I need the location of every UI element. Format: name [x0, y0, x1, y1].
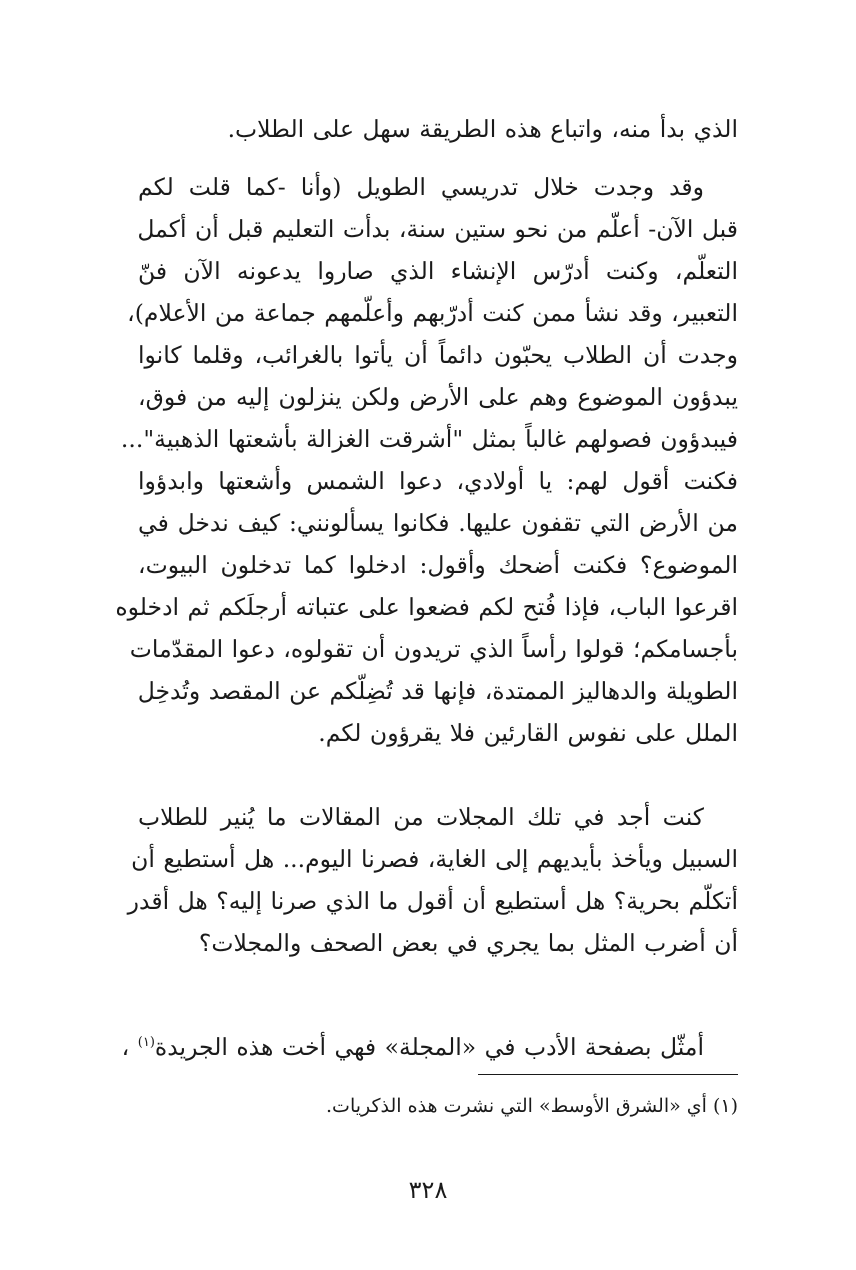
paragraph-literature-page [121, 1026, 738, 1068]
text-line: بأجسامكم؛ قولوا رأساً الذي تريدون أن تقولوه، دعوا المقدّمات [129, 635, 738, 663]
text-line: الموضوع؟ فكنت أضحك وأقول: ادخلوا كما تدخلون البيوت، [138, 551, 738, 579]
text-line: كنت أجد في تلك المجلات من المقالات ما يُنير للطلاب [138, 803, 704, 831]
paragraph-continuation [138, 108, 738, 150]
trailing-comma: ، [121, 1033, 130, 1061]
text-line: وقد وجدت خلال تدريسي الطويل (وأنا -كما قلت لكم [138, 173, 704, 201]
text-line: فيبدؤون فصولهم غالباً بمثل "أشرقت الغزالة بأشعتها الذهبية"... [120, 425, 738, 453]
text-line: من الأرض التي تقفون عليها. فكانوا يسألونني: كيف ندخل في [138, 509, 738, 537]
text-line [121, 1026, 738, 1068]
paragraph-teaching-experience [115, 166, 738, 754]
text-line: الطويلة والدهاليز الممتدة، فإنها قد تُضِلّكم عن المقصد وتُدخِل [137, 677, 738, 705]
text-line: التعبير، وقد نشأ ممن كنت أدرّبهم وأعلّمهم جماعة من الأعلام)، [127, 299, 738, 327]
text-line: التعلّم، وكنت أدرّس الإنشاء الذي صاروا يدعونه الآن فنّ [138, 257, 738, 285]
text-line: يبدؤون الموضوع وهم على الأرض ولكن ينزلون إليه من فوق، [138, 383, 738, 411]
text-line: أتكلّم بحرية؟ هل أستطيع أن أقول ما الذي صرنا إليه؟ هل أقدر [127, 887, 738, 915]
text-line: السبيل ويأخذ بأيديهم إلى الغاية، فصرنا اليوم... هل أستطيع أن [131, 845, 738, 873]
text-line: قبل الآن- أعلّم من نحو ستين سنة، بدأت التعليم قبل أن أكمل [137, 215, 738, 243]
text-line: أن أضرب المثل بما يجري في بعض الصحف والمجلات؟ [198, 929, 738, 957]
text-line: وجدت أن الطلاب يحبّون دائماً أن يأتوا بالغرائب، وقلما كانوا [138, 341, 738, 369]
footnote-reference[interactable]: (١) [137, 1035, 155, 1051]
footnote: (١) أي «الشرق الأوسط» التي نشرت هذه الذكريات. [326, 1095, 738, 1117]
text-line: الذي بدأ منه، واتباع هذه الطريقة سهل على الطلاب. [227, 115, 738, 143]
text-line: فكنت أقول لهم: يا أولادي، دعوا الشمس وأشعتها وابدؤوا [138, 467, 738, 495]
text-line: الملل على نفوس القارئين فلا يقرؤون لكم. [318, 719, 738, 747]
paragraph-magazines [127, 796, 738, 964]
footnote-separator [478, 1074, 738, 1075]
page-number: ٣٢٨ [408, 1176, 448, 1204]
text-line: اقرعوا الباب، فإذا فُتح لكم فضعوا على عتباته أرجلَكم ثم ادخلوه [115, 593, 738, 621]
line-text: أمثّل بصفحة الأدب في «المجلة» فهي أخت هذه الجريدة [154, 1033, 704, 1061]
